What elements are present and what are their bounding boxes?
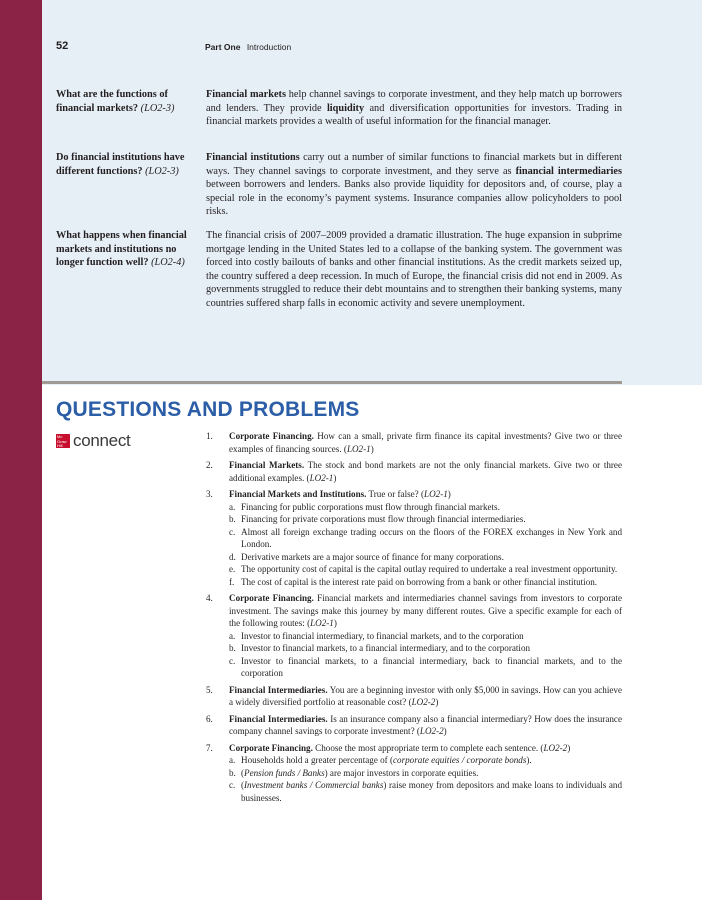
key-term: Financial markets xyxy=(206,89,286,100)
running-head-part: Part One xyxy=(205,42,241,52)
summary-answer xyxy=(206,151,622,219)
problem-subitem xyxy=(229,754,622,767)
problem-number: 4. xyxy=(206,593,213,603)
problem-title: Financial Markets and Institutions. xyxy=(229,489,367,499)
problem-number: 5. xyxy=(206,684,213,695)
subitem-letter: f. xyxy=(229,576,235,587)
subitem-letter: c. xyxy=(229,780,236,790)
problem-subitem xyxy=(229,563,622,576)
problem-title: Corporate Financing. xyxy=(229,593,314,603)
learning-objective: (LO2-2) xyxy=(408,697,439,707)
summary-answer xyxy=(206,88,622,129)
subitem-letter: b. xyxy=(229,643,236,653)
problem-list xyxy=(206,430,622,808)
subitem-text: Almost all foreign exchange trading occurs on the floors of the FOREX exchanges in New York and London. xyxy=(241,526,622,549)
problem-number: 3. xyxy=(206,489,213,499)
problem-text: You are a beginning investor with only $5,000 in savings. How can you achieve a widely diversified portfolio at reasonable cost? xyxy=(229,684,622,707)
key-term: Financial institutions xyxy=(206,152,300,163)
problem-title: Financial Intermediaries. xyxy=(229,684,328,695)
problem-body xyxy=(229,459,622,484)
problem-body xyxy=(229,684,622,709)
answer-text: between borrowers and lenders. Banks also provide liquidity for depositors and, of course, play a special role in the economy’s payment systems. Insurance companies allow policyholders to pool risks. xyxy=(206,179,622,217)
subitem-text: Households hold a greater percentage of (corporate equities / corporate bonds). xyxy=(241,755,532,765)
problem-number: 7. xyxy=(206,742,213,753)
problem-number: 1. xyxy=(206,431,213,441)
problem-subitem xyxy=(229,576,622,589)
learning-objective: (LO2-1) xyxy=(421,489,451,499)
subitem-letter: a. xyxy=(229,501,236,512)
problem-item xyxy=(206,713,622,738)
learning-objective: (LO2-1) xyxy=(343,443,374,454)
problem-item xyxy=(206,459,622,484)
mcgraw-hill-logo-icon: Mc Graw Hill xyxy=(56,434,70,448)
summary-answer xyxy=(206,229,622,310)
problem-subitem xyxy=(229,630,622,643)
learning-objective: (LO2-1) xyxy=(307,618,337,628)
answer-text: and diversification opportunities for investors. Trading in financial markets provides a wealth of useful information for the financial manager. xyxy=(206,102,622,127)
problem-text: True or false? xyxy=(368,489,419,499)
problem-subitem xyxy=(229,655,622,680)
summary-question: Do financial institutions have different functions? (LO2-3) xyxy=(56,152,185,177)
problem-item xyxy=(206,592,622,680)
connect-logo xyxy=(56,431,130,451)
summary-question: What happens when financial markets and institutions no longer function well? (LO2-4) xyxy=(56,230,187,268)
subitem-letter: e. xyxy=(229,564,236,574)
key-term: financial intermediaries xyxy=(515,165,622,177)
problem-title: Corporate Financing. xyxy=(229,742,313,753)
subitem-text: Investor to financial markets, to a financial intermediary, and to the corporation xyxy=(241,643,531,653)
subitem-letter: d. xyxy=(229,551,236,562)
problem-subitem xyxy=(229,513,622,526)
subitem-text: (Investment banks / Commercial banks) raise money from depositors and make loans to individuals and businesses. xyxy=(241,780,622,803)
subitem-letter: a. xyxy=(229,630,236,641)
learning-objective: (LO2-2) xyxy=(540,742,571,753)
learning-objective: (LO2-2) xyxy=(416,726,447,736)
problem-item xyxy=(206,488,622,588)
running-head-title: Introduction xyxy=(246,42,292,52)
subitem-text: The opportunity cost of capital is the capital outlay required to undertake a real investment opportunity. xyxy=(241,564,618,574)
subitem-letter: b. xyxy=(229,514,236,524)
key-term: liquidity xyxy=(326,102,365,114)
problem-body xyxy=(229,742,622,755)
subitem-text: The cost of capital is the interest rate paid on borrowing from a bank or other financial institution. xyxy=(241,576,598,587)
problem-item xyxy=(206,430,622,455)
section-heading: QUESTIONS AND PROBLEMS xyxy=(56,398,360,421)
answer-text: The financial crisis of 2007–2009 provided a dramatic illustration. The huge expansion in subprime mortgage lending in the United States led to a collapse of the banking system. The government was forced into costly bailouts of banks and other financial institutions. As the credit markets seized up, the country suffered a deep recession. In much of Europe, the financial crisis did not end in 2009. As governments struggled to reduce their debt mountains and to strengthen their banking systems, many countries suffered sharp falls in economic activity and severe unemployment. xyxy=(206,230,622,309)
subitem-text: Financing for public corporations must flow through financial markets. xyxy=(241,501,500,512)
answer-text: help channel savings to corporate investment, and they help match up borrowers and lenders. They provide xyxy=(206,89,623,114)
summary-question: What are the functions of financial markets? (LO2-3) xyxy=(56,89,175,114)
problem-subitem xyxy=(229,526,622,551)
subitem-letter: c. xyxy=(229,526,236,537)
subitem-letter: c. xyxy=(229,655,236,666)
problem-item xyxy=(206,742,622,805)
problem-body xyxy=(229,592,622,630)
connect-wordmark: connect xyxy=(73,431,131,450)
subitem-text: Derivative markets are a major source of finance for many corporations. xyxy=(241,551,504,562)
problem-text: Choose the most appropriate term to complete each sentence. xyxy=(315,742,539,753)
problem-title: Financial Intermediaries. xyxy=(229,713,328,724)
problem-subitem xyxy=(229,767,622,780)
problem-item xyxy=(206,684,622,709)
problem-title: Corporate Financing. xyxy=(229,431,314,441)
subitem-letter: a. xyxy=(229,755,236,765)
subitem-text: Financing for private corporations must flow through financial intermediaries. xyxy=(241,514,526,524)
problem-text: The stock and bond markets are not the only financial markets. Give two or three additional examples. xyxy=(229,460,622,483)
problem-body xyxy=(229,713,622,738)
subitem-letter: b. xyxy=(229,767,236,778)
page-number: 52 xyxy=(56,40,69,52)
problem-subitem xyxy=(229,779,622,804)
problem-number: 2. xyxy=(206,460,213,470)
problem-subitem xyxy=(229,551,622,564)
problem-text: Is an insurance company also a financial intermediary? How does the insurance company channel savings to corporate investment? xyxy=(229,713,622,736)
answer-text: carry out a number of similar functions to financial markets but in different ways. They channel savings to corporate investment, and they serve as xyxy=(206,152,623,177)
running-head xyxy=(205,42,291,52)
problem-title: Financial Markets. xyxy=(229,460,305,470)
problem-body xyxy=(229,488,622,501)
subitem-text: (Pension funds / Banks) are major investors in corporate equities. xyxy=(241,767,479,778)
problem-subitem xyxy=(229,501,622,514)
problem-text: Financial markets and intermediaries channel savings from investors to corporate investment. The savings make this journey by many different routes. Give a specific example for each of the following routes: xyxy=(229,593,622,628)
problem-text: How can a small, private firm finance its capital investments? Give two or three examples of financing sources. xyxy=(229,431,622,454)
subitem-text: Investor to financial markets, to a financial intermediary, back to financial markets, and to the corporation xyxy=(241,655,622,678)
learning-objective: (LO2-1) xyxy=(306,472,337,483)
problem-subitem xyxy=(229,642,622,655)
subitem-text: Investor to financial intermediary, to financial markets, and to the corporation xyxy=(241,630,524,641)
page-edge-stripe xyxy=(0,0,42,900)
problem-body xyxy=(229,430,622,455)
section-divider xyxy=(42,381,622,384)
problem-number: 6. xyxy=(206,713,213,724)
